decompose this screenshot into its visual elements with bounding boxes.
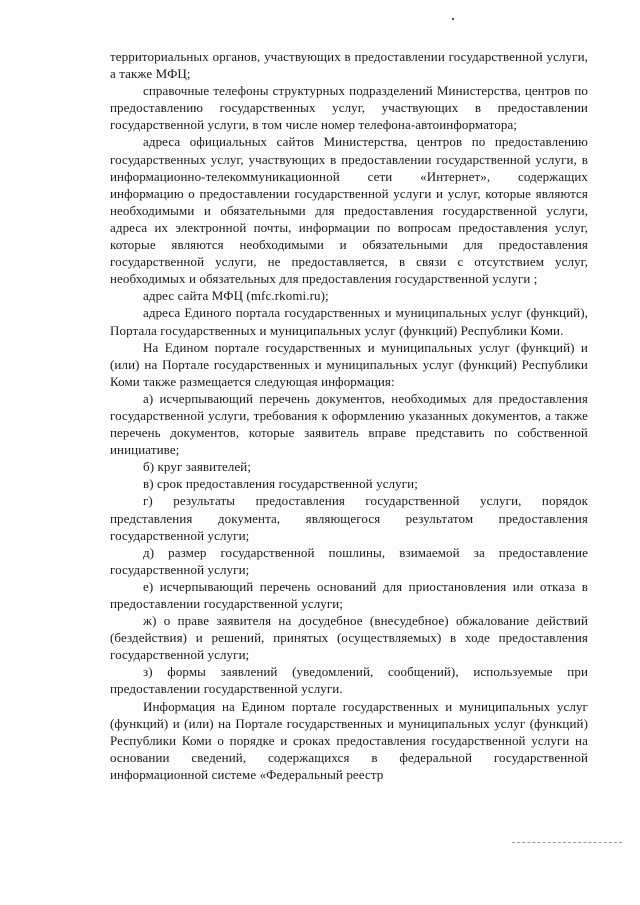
list-item-v: в) срок предоставления государственной услуги; (143, 476, 418, 492)
document-body (110, 48, 588, 783)
list-item-a: а) исчерпывающий перечень документов, необходимых для предоставления государственной услуги, требования к оформлению указанных документов, а также перечень документов, которые заявитель вправе представить по собственной инициативе; (110, 390, 588, 458)
list-item-g: г) результаты предоставления государственной услуги, порядок представления документа, являющегося результатом предоставления государственной услуги; (110, 493, 588, 543)
list-item-b: б) круг заявителей; (143, 459, 252, 475)
paragraph-phones: справочные телефоны структурных подразделений Министерства, центров по предоставлению государственных услуг, участвующих в предоставлении государственной услуги, в том числе номер телефона-автоинформатора; (110, 83, 588, 133)
paragraph-portal-addresses: адреса Единого портала государственных и муниципальных услуг (функций), Портала государственных и муниципальных услуг (функций) Республики Коми. (110, 305, 588, 338)
paragraph-mfc-site: адрес сайта МФЦ (mfc.rkomi.ru); (143, 288, 329, 304)
paragraph-portal-info: На Едином портале государственных и муниципальных услуг (функций) и (или) на Портале государственных и муниципальных услуг (функций) Республики Коми также размещается следующая информация: (110, 339, 588, 389)
paragraph-continuation: территориальных органов, участвующих в предоставлении государственной услуги, а также МФЦ; (110, 49, 588, 82)
list-item-d: д) размер государственной пошлины, взимаемой за предоставление государственной услуги; (110, 544, 588, 577)
list-item-zh: ж) о праве заявителя на досудебное (внесудебное) обжалование действий (бездействия) и решений, принятых (осуществляемых) в ходе предоставления государственной услуги; (110, 613, 588, 663)
scan-artifact-line (512, 842, 622, 843)
list-item-e: е) исчерпывающий перечень оснований для приостановления или отказа в предоставлении государственной услуги; (110, 578, 588, 611)
paragraph-websites: адреса официальных сайтов Министерства, центров по предоставлению государственных услуг, участвующих в предоставлении государственной услуги, в информационно-телекоммуникационной сети «Интернет», содержащих информацию о предоставлении государственной услуги и услуг, которые являются необходимыми и обязательными для предоставления государственной услуги, адреса их электронной почты, информации по вопросам предоставления услуг, которые являются необходимыми и обязательными для предоставления государственной услуги, не предоставляется, в связи с отсутствием услуг, необходимых и обязательных для предоставления государственной услуги ; (110, 134, 588, 287)
list-item-z: з) формы заявлений (уведомлений, сообщений), используемые при предоставлении государственной услуги. (110, 664, 588, 697)
paragraph-registry: Информация на Едином портале государственных и муниципальных услуг (функций) и (или) на Портале государственных и муниципальных услуг (функций) Республики Коми о порядке и сроках предоставления государственной услуги на основании сведений, содержащихся в федеральной государственной информационной системе «Федеральный реестр (110, 698, 588, 782)
scan-speck (452, 18, 454, 20)
